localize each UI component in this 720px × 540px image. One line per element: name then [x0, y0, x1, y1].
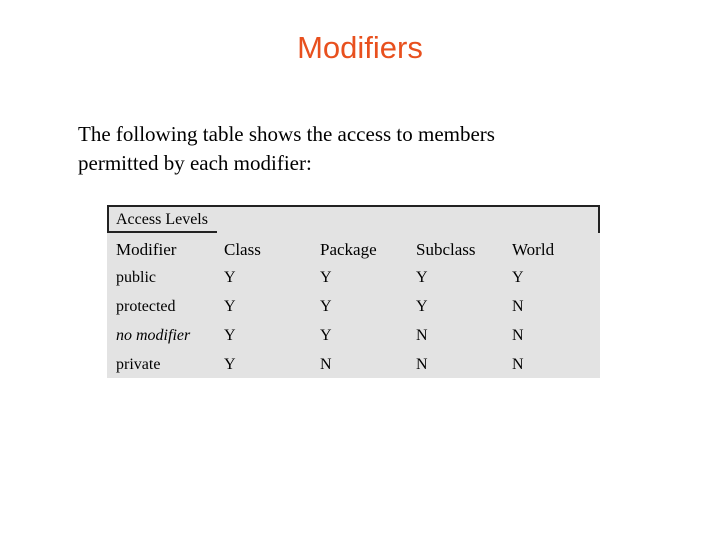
caption-border-right — [598, 205, 600, 233]
row-package-cell: Y — [320, 297, 332, 315]
intro-line-1: The following table shows the access to members — [78, 122, 495, 146]
caption-underline — [107, 231, 217, 233]
row-world-cell: N — [512, 297, 524, 315]
access-table-grid — [107, 237, 600, 379]
table-row — [107, 321, 600, 350]
row-subclass-cell: N — [416, 355, 428, 373]
header-cell-class: Class — [224, 240, 261, 259]
header-cell-package: Package — [320, 240, 377, 259]
slide-title: Modifiers — [297, 30, 423, 65]
access-levels-table — [107, 205, 600, 378]
row-package-cell: Y — [320, 268, 332, 286]
intro-text — [78, 120, 638, 178]
table-row — [107, 263, 600, 292]
caption-border-top — [107, 205, 600, 207]
caption-border-left — [107, 205, 109, 233]
row-package-cell: Y — [320, 326, 332, 344]
row-class-cell: Y — [224, 326, 236, 344]
row-class-cell: Y — [224, 297, 236, 315]
row-class-cell: Y — [224, 355, 236, 373]
row-modifier-cell: private — [116, 355, 161, 373]
intro-line-2: permitted by each modifier: — [78, 151, 312, 175]
table-row — [107, 350, 600, 379]
row-modifier-cell: protected — [116, 297, 176, 315]
row-modifier-cell: no modifier — [116, 326, 191, 344]
row-class-cell: Y — [224, 268, 236, 286]
row-subclass-cell: N — [416, 326, 428, 344]
row-modifier-cell: public — [116, 268, 156, 286]
table-caption-bar — [107, 205, 600, 233]
table-caption: Access Levels — [116, 211, 208, 228]
row-world-cell: N — [512, 326, 524, 344]
header-cell-world: World — [512, 240, 555, 259]
row-world-cell: Y — [512, 268, 524, 286]
header-cell-modifier: Modifier — [116, 240, 177, 259]
header-cell-subclass: Subclass — [416, 240, 476, 259]
table-row — [107, 292, 600, 321]
row-package-cell: N — [320, 355, 332, 373]
row-subclass-cell: Y — [416, 297, 428, 315]
row-world-cell: N — [512, 355, 524, 373]
row-subclass-cell: Y — [416, 268, 428, 286]
table-header-row — [107, 237, 600, 263]
